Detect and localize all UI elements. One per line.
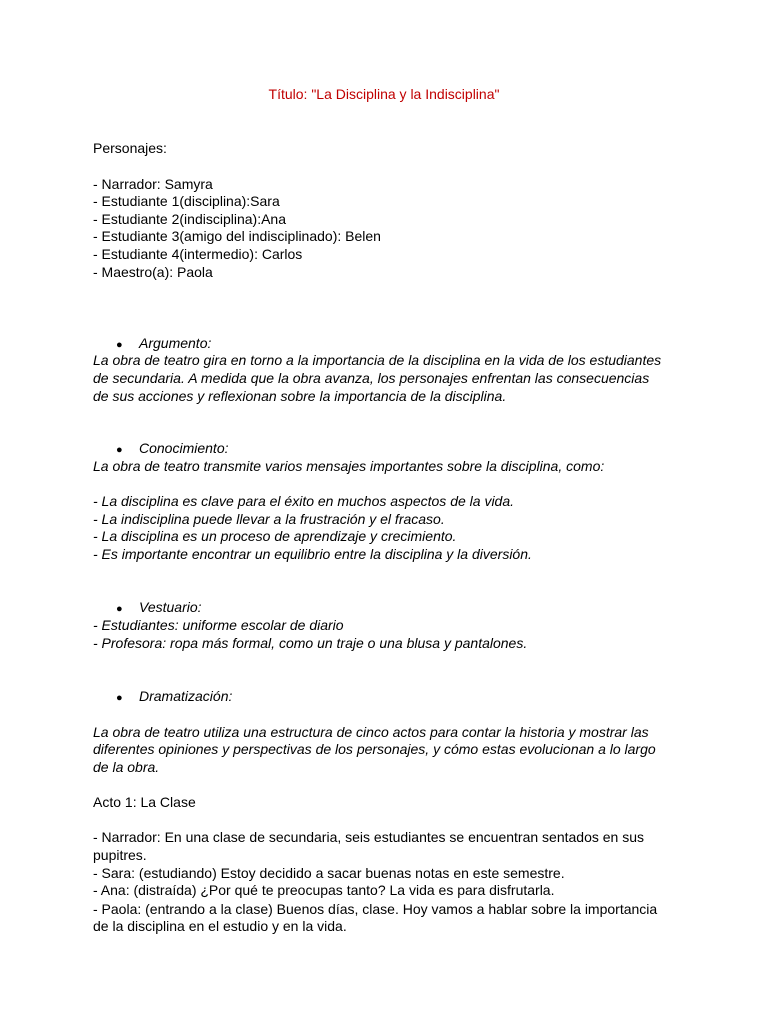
vestuario-item: - Profesora: ropa más formal, como un traje o una blusa y pantalones. [93, 635, 528, 651]
acto1-line: - Narrador: En una clase de secundaria, seis estudiantes se encuentran sentados en sus [93, 829, 644, 845]
personajes-heading: Personajes: [93, 140, 167, 156]
argumento-line: de secundaria. A medida que la obra avanza, los personajes enfrentan las consecuencias [93, 370, 650, 386]
argumento-line: de sus acciones y reflexionan sobre la importancia de la disciplina. [93, 388, 507, 404]
conocimiento-heading: Conocimiento: [139, 440, 229, 456]
conocimiento-item: - La indisciplina puede llevar a la frustración y el fracaso. [93, 511, 445, 527]
acto1-line: - Ana: (distraída) ¿Por qué te preocupas tanto? La vida es para disfrutarla. [93, 882, 555, 898]
character-item: - Estudiante 4(intermedio): Carlos [93, 246, 303, 262]
dramatizacion-line: La obra de teatro utiliza una estructura de cinco actos para contar la historia y mostrar las [93, 724, 649, 740]
conocimiento-intro: La obra de teatro transmite varios mensajes importantes sobre la disciplina, como: [93, 458, 605, 474]
dramatizacion-bullet-row [116, 687, 232, 707]
character-item: - Estudiante 2(indisciplina):Ana [93, 211, 286, 227]
dramatizacion-heading: Dramatización: [139, 688, 233, 704]
acto1-heading: Acto 1: La Clase [93, 794, 196, 810]
bullet-icon: ● [116, 339, 123, 351]
vestuario-item: - Estudiantes: uniforme escolar de diario [93, 617, 344, 633]
character-item: - Maestro(a): Paola [93, 264, 213, 280]
argumento-heading: Argumento: [139, 335, 212, 351]
document-title: Título: "La Disciplina y la Indisciplina" [268, 86, 500, 102]
bullet-icon: ● [116, 444, 123, 456]
bullet-icon: ● [116, 692, 123, 704]
acto1-line: de la disciplina en el estudio y en la vida. [93, 918, 347, 934]
conocimiento-item: - La disciplina es clave para el éxito en muchos aspectos de la vida. [93, 493, 515, 509]
acto1-line: - Sara: (estudiando) Estoy decidido a sacar buenas notas en este semestre. [93, 865, 565, 881]
vestuario-bullet-row [116, 598, 202, 618]
acto1-line: pupitres. [93, 847, 147, 863]
character-item: - Estudiante 1(disciplina):Sara [93, 193, 280, 209]
dramatizacion-line: de la obra. [93, 759, 160, 775]
dramatizacion-line: diferentes opiniones y perspectivas de los personajes, y cómo estas evolucionan a lo largo [93, 741, 656, 757]
character-item: - Estudiante 3(amigo del indisciplinado): Belen [93, 228, 381, 244]
conocimiento-item: - La disciplina es un proceso de aprendizaje y crecimiento. [93, 528, 457, 544]
acto1-line: - Paola: (entrando a la clase) Buenos días, clase. Hoy vamos a hablar sobre la importancia [93, 901, 658, 917]
argumento-line: La obra de teatro gira en torno a la importancia de la disciplina en la vida de los estudiantes [93, 352, 662, 368]
conocimiento-item: - Es importante encontrar un equilibrio entre la disciplina y la diversión. [93, 546, 532, 562]
bullet-icon: ● [116, 603, 123, 615]
conocimiento-bullet-row [116, 439, 229, 459]
character-item: - Narrador: Samyra [93, 176, 213, 192]
vestuario-heading: Vestuario: [139, 599, 202, 615]
